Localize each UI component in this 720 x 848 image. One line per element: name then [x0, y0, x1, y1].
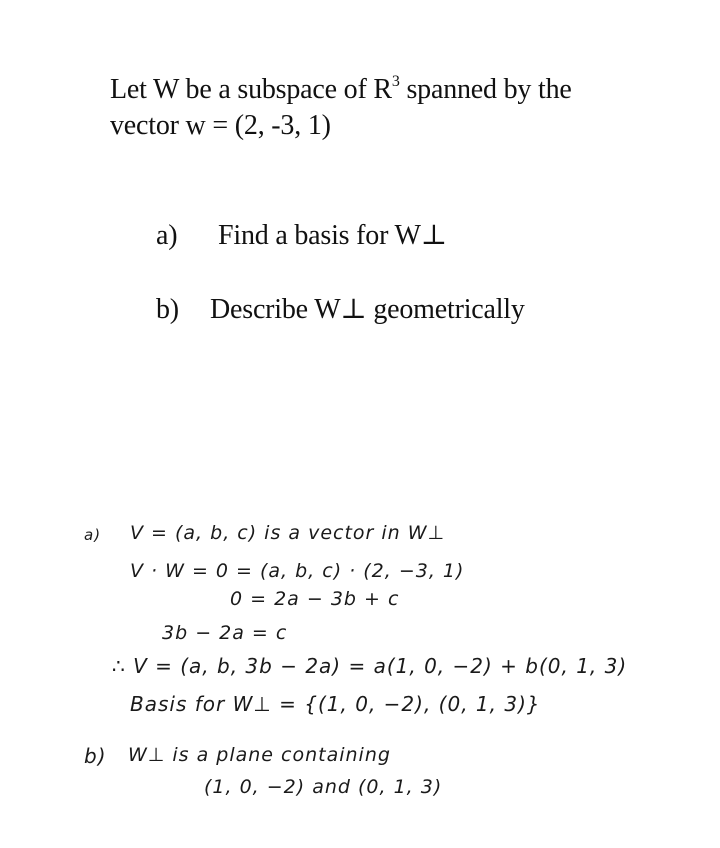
solution-line-2: V · W = 0 = (a, b, c) · (2, −3, 1)	[130, 560, 465, 582]
problem-line-1	[110, 74, 572, 104]
part-b-text: Describe W⊥ geometrically	[210, 294, 525, 325]
part-b-label: b)	[156, 294, 179, 325]
solution-line-3: 0 = 2a − 3b + c	[230, 588, 400, 610]
solution-b-line-2: (1, 0, −2) and (0, 1, 3)	[204, 776, 443, 798]
problem-line-1-pre: Let W be a subspace of R	[110, 74, 392, 105]
solution-line-6: Basis for W⊥ = {(1, 0, −2), (0, 1, 3)}	[130, 692, 541, 716]
solution-line-4: 3b − 2a = c	[162, 622, 288, 644]
part-a-label: a)	[156, 220, 178, 251]
superscript-three: 3	[391, 73, 400, 90]
problem-line-2: vector w = (2, -3, 1)	[110, 110, 331, 141]
problem-line-1-post: spanned by the	[399, 74, 572, 105]
solution-line-1: V = (a, b, c) is a vector in W⊥	[130, 522, 446, 544]
part-a-text: Find a basis for W⊥	[218, 220, 447, 251]
solution-b-label: b)	[84, 744, 107, 768]
solution-line-5: ∴ V = (a, b, 3b − 2a) = a(1, 0, −2) + b(0, 1, 3)	[112, 654, 628, 678]
solution-a-label: a)	[84, 526, 102, 544]
solution-b-line-1: W⊥ is a plane containing	[128, 744, 391, 766]
